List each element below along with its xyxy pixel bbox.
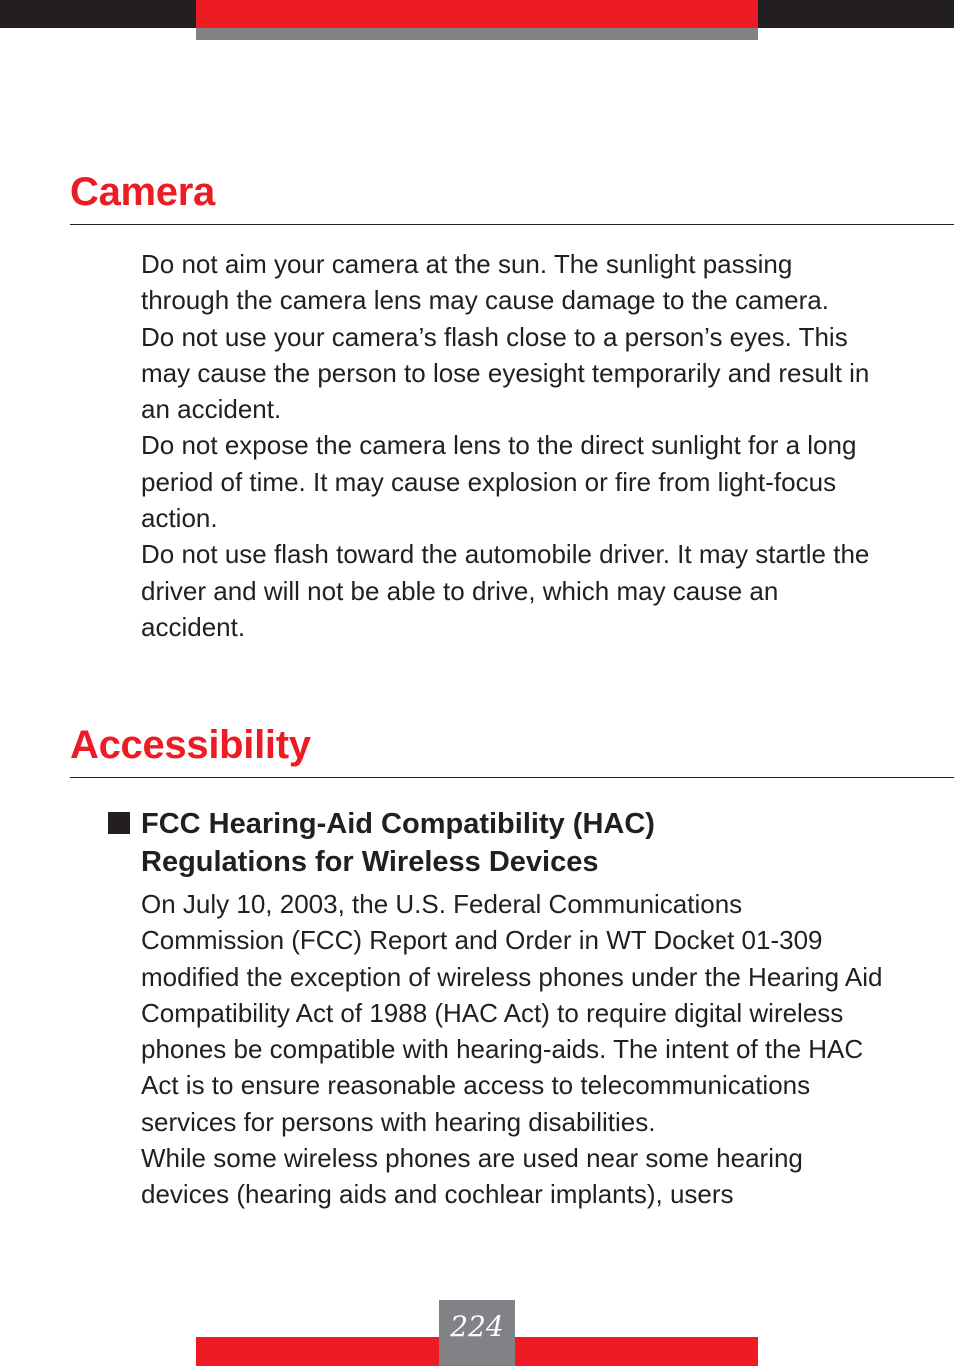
header-bar-right xyxy=(758,0,954,28)
camera-paragraph: Do not use your camera’s flash close to a person’s eyes. This may cause the person to lose eyesight temporarily and result in an accident. xyxy=(141,321,870,425)
subheading-hac xyxy=(141,805,881,881)
accessibility-paragraph: On July 10, 2003, the U.S. Federal Communications Commission (FCC) Report and Order in WT Docket 01-309 modified the exception of wireless phones under the Hearing Aid Compatibility Act of 1988 (HAC Act) to require digital wireless phones be compatible with hearing-aids. The intent of the HAC Act is to ensure reasonable access to telecommunications services for persons with hearing disabilities. xyxy=(141,889,883,1137)
square-bullet-icon xyxy=(108,812,130,834)
subheading-line: Regulations for Wireless Devices xyxy=(141,846,599,878)
header-bar-left xyxy=(0,0,196,28)
section-rule-camera xyxy=(70,224,954,225)
section-title-accessibility: Accessibility xyxy=(70,723,311,767)
accessibility-paragraph: While some wireless phones are used near some hearing devices (hearing aids and cochlear implants), users xyxy=(141,1143,803,1210)
header-bar-gray xyxy=(196,28,758,40)
camera-paragraph: Do not aim your camera at the sun. The sunlight passing through the camera lens may cause damage to the camera. xyxy=(141,249,829,316)
page-number: 224 xyxy=(450,1310,504,1343)
section-rule-accessibility xyxy=(70,777,954,778)
camera-paragraph: Do not use flash toward the automobile driver. It may startle the driver and will not be able to drive, which may cause an accident. xyxy=(141,539,870,642)
camera-paragraphs xyxy=(141,246,886,645)
camera-paragraph: Do not expose the camera lens to the direct sunlight for a long period of time. It may cause explosion or fire from light-focus action. xyxy=(141,430,857,534)
accessibility-paragraphs xyxy=(141,886,886,1213)
subheading-line: FCC Hearing-Aid Compatibility (HAC) xyxy=(141,808,655,840)
section-title-camera: Camera xyxy=(70,170,215,214)
header-bar-red xyxy=(196,0,758,28)
